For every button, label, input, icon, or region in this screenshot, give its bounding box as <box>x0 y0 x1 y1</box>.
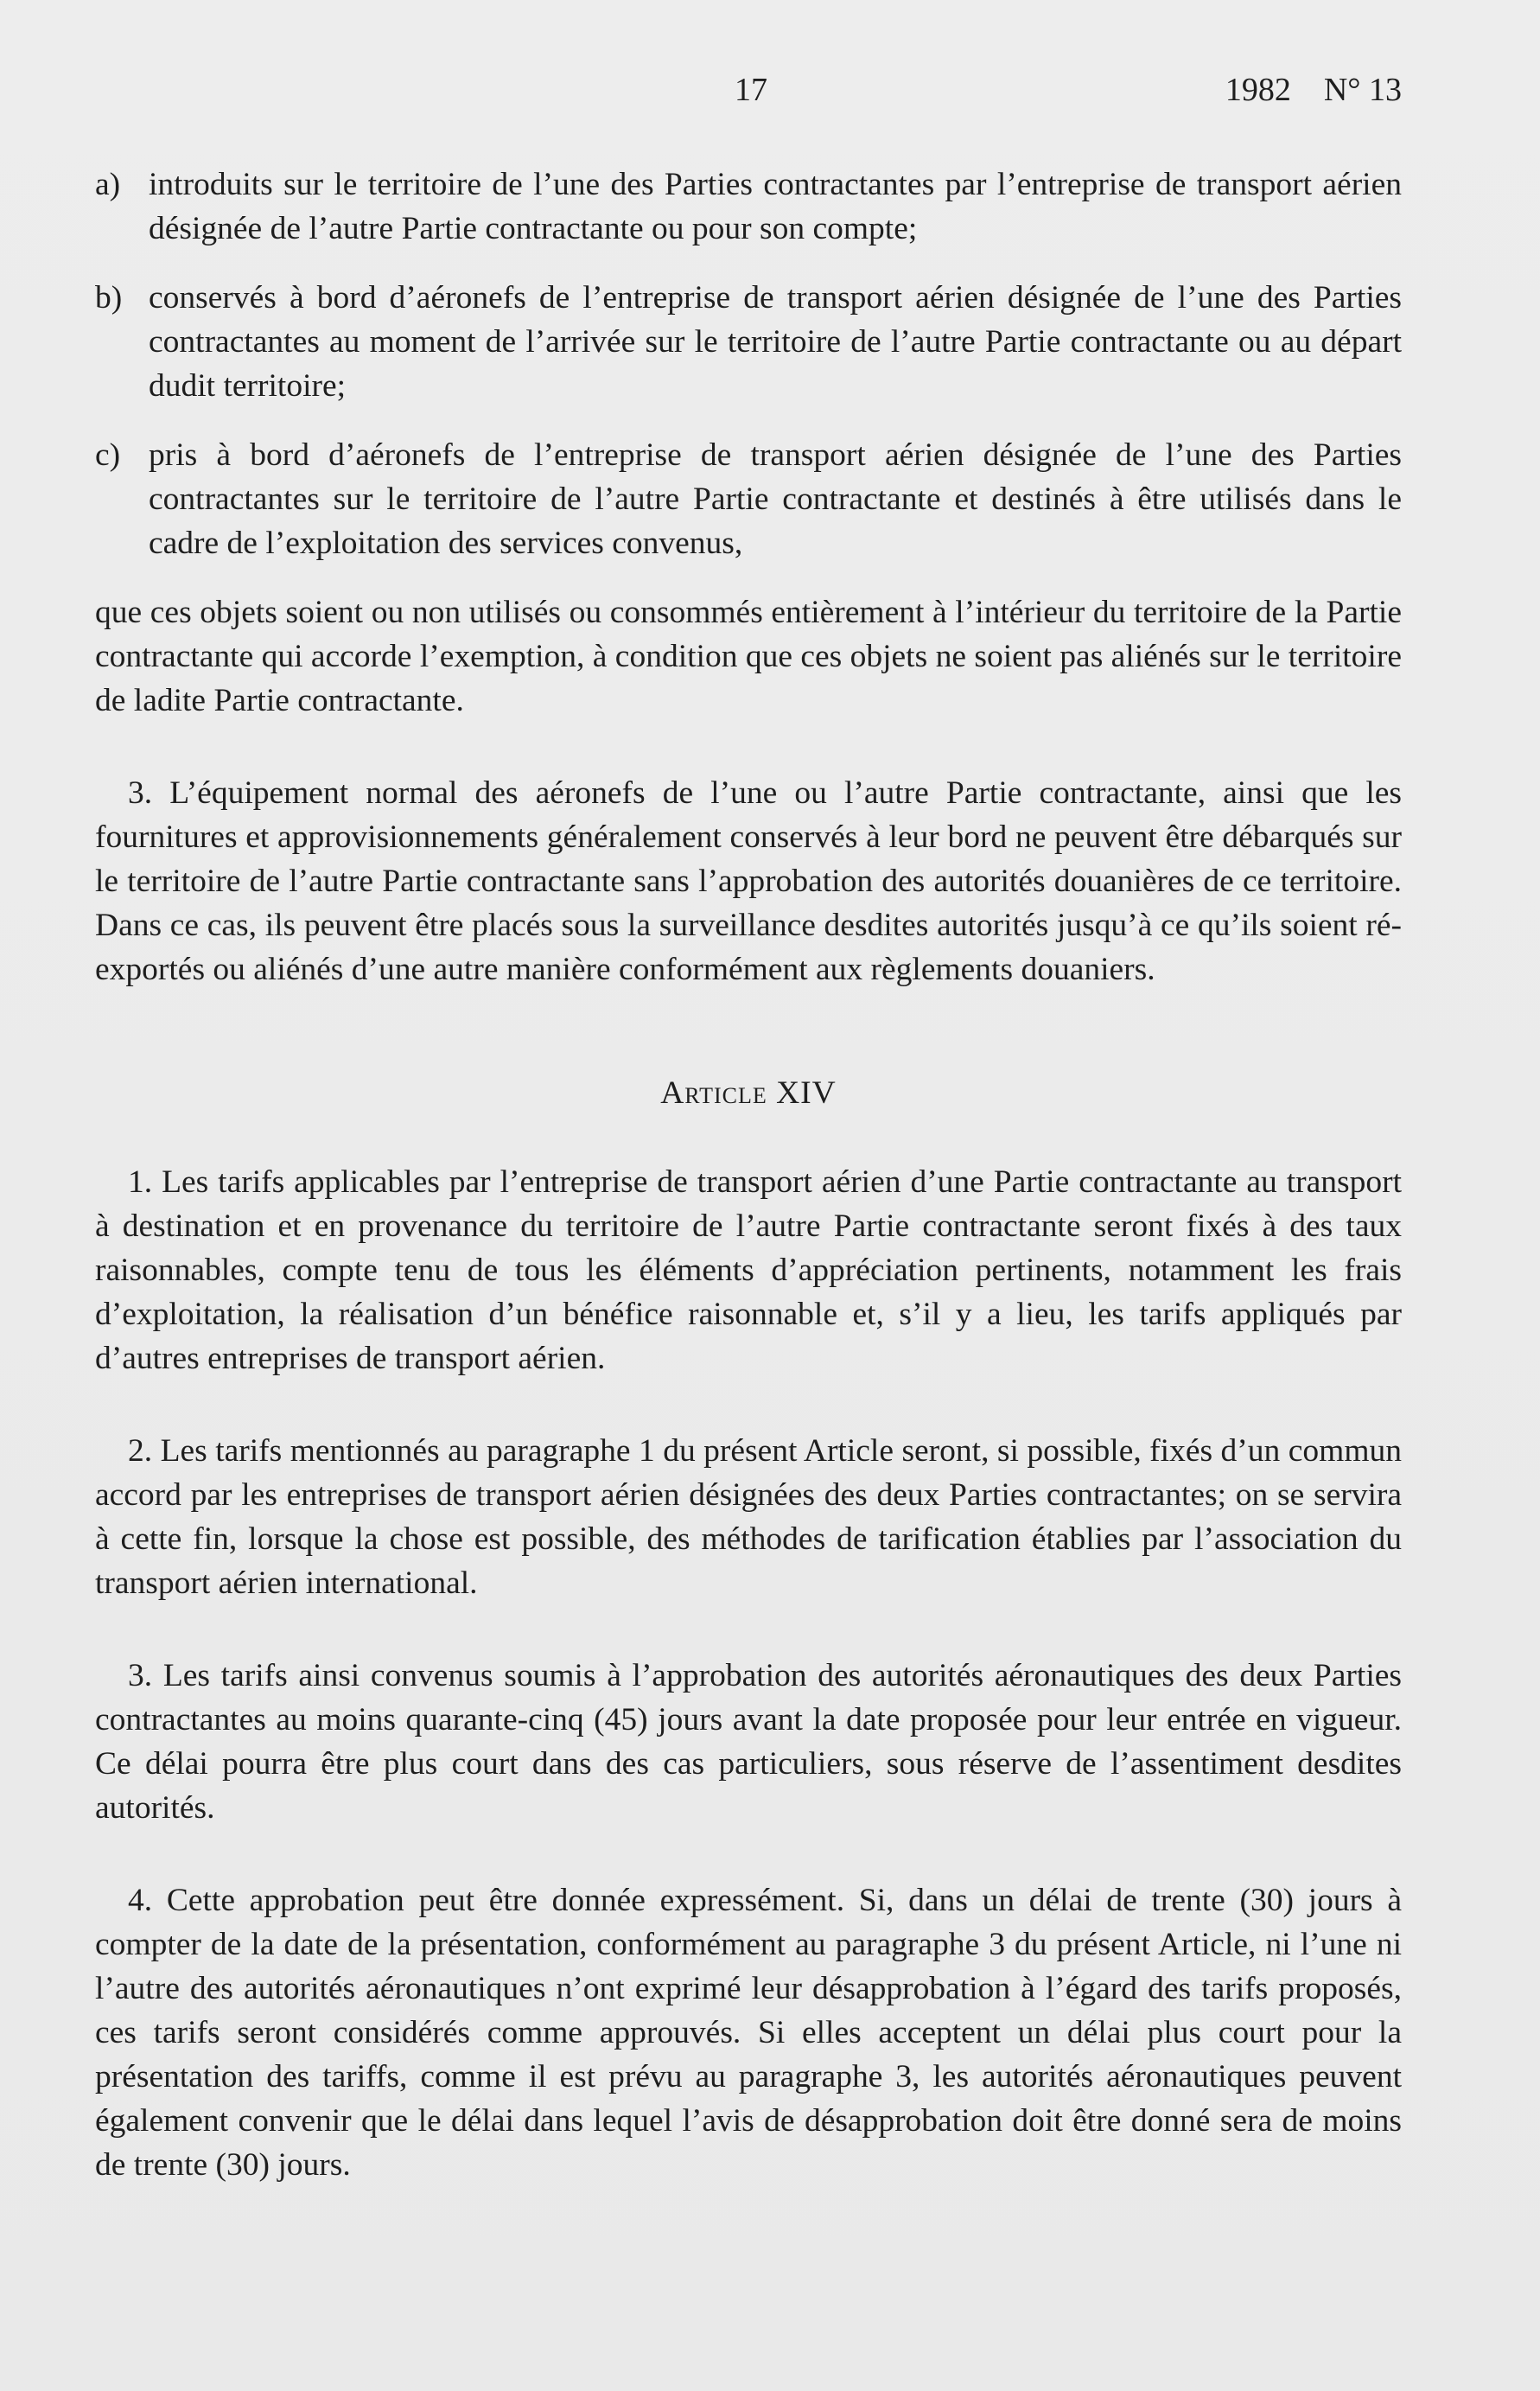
article-paragraph-1: 1. Les tarifs applicables par l’entreprise de transport aérien d’une Partie contractante au transport à destination et en provenance du territoire de l’autre Partie contractante seront fixés à des taux raisonnables, compte tenu de tous les éléments d’appréciation pertinents, notamment les frais d’exploitation, la réalisation d’un bénéfice raisonnable et, s’il y a lieu, les tarifs appliqués par d’autres entreprises de transport aérien. <box>95 1164 1402 1376</box>
article-paragraph-2: 2. Les tarifs mentionnés au paragraphe 1 du présent Article seront, si possible, fixés d’un commun accord par les entreprises de transport aérien désignées des deux Parties contractantes; on se servira à cette fin, lorsque la chose est possible, des méthodes de tarification établies par l’association du transport aérien international. <box>95 1433 1402 1601</box>
list-item-text: introduits sur le territoire de l’une des Parties contractantes par l’entreprise de transport aérien désignée de l’autre Partie contractante ou pour son compte; <box>149 167 1402 246</box>
article-heading: Article XIV <box>660 1075 837 1111</box>
article-paragraph-4: 4. Cette approbation peut être donnée expressément. Si, dans un délai de trente (30) jours à compter de la date de la présentation, conformément au paragraphe 3 du présent Article, ni l’une ni l’autre des autorités aéronautiques n’ont exprimé leur désapprobation à l’égard des tarifs proposés, ces tarifs seront considérés comme approuvés. Si elles acceptent un délai plus court pour la présentation des tariffs, comme il est prévu au paragraphe 3, les autorités aéronautiques peuvent également convenir que le délai dans lequel l’avis de désapprobation doit être donné sera de moins de trente (30) jours. <box>95 1883 1402 2183</box>
collection-reference: 1982 N° 13 <box>1225 72 1402 108</box>
list-item-label: b) <box>95 280 123 316</box>
list-item-text: pris à bord d’aéronefs de l’entreprise de transport aérien désignée de l’une des Parties contractantes sur le territoire de l’autre Partie contractante et destinés à être utilisés dans le cadre de l’exploitation des services convenus, <box>149 437 1402 561</box>
list-item-text: conservés à bord d’aéronefs de l’entreprise de transport aérien désignée de l’une des Parties contractantes au moment de l’arrivée sur le territoire de l’autre Partie contractante ou au départ dudit territoire; <box>149 280 1402 404</box>
list-item-c <box>95 433 1402 565</box>
page-header <box>95 71 1402 123</box>
list-item-a <box>95 163 1402 251</box>
closing-paragraph: que ces objets soient ou non utilisés ou consommés entièrement à l’intérieur du territoire de la Partie contractante qui accorde l’exemption, à condition que ces objets ne soient pas aliénés sur le territoire de ladite Partie contractante. <box>95 595 1402 718</box>
list-item-label: c) <box>95 437 121 473</box>
document-body <box>95 163 1402 2235</box>
article-paragraph-3: 3. Les tarifs ainsi convenus soumis à l’approbation des autorités aéronautiques des deux Parties contractantes au moins quarante-cinq (45) jours avant la date proposée pour leur entrée en vigueur. Ce délai pourra être plus court dans des cas particuliers, sous réserve de l’assentiment desdites autorités. <box>95 1658 1402 1826</box>
list-item-b <box>95 276 1402 408</box>
page-number: 17 <box>735 72 767 108</box>
paragraph-3: 3. L’équipement normal des aéronefs de l’une ou l’autre Partie contractante, ainsi que les fournitures et approvisionnements généralement conservés à leur bord ne peuvent être débarqués sur le territoire de l’autre Partie contractante sans l’approbation des autorités douanières de ce territoire. Dans ce cas, ils peuvent être placés sous la surveillance desdites autorités jusqu’à ce qu’ils soient ré-exportés ou aliénés d’une autre manière conformément aux règlements douaniers. <box>95 775 1402 987</box>
list-item-label: a) <box>95 167 121 202</box>
